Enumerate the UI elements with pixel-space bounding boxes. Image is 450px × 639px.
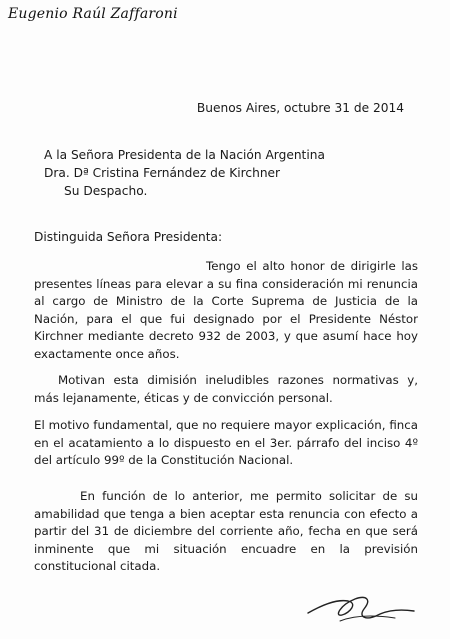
recipient-line-1: A la Señora Presidenta de la Nación Argentina [44, 148, 325, 162]
handwritten-signature [300, 585, 420, 630]
paragraph-fundamental-motive: El motivo fundamental, que no requiere mayor explicación, finca en el acatamiento a lo dispuesto en el 3er. párrafo del inciso 4º del artículo 99º de la Constitución Nacional. [34, 418, 418, 467]
salutation: Distinguida Señora Presidenta: [34, 230, 223, 244]
letter-date: Buenos Aires, octubre 31 de 2014 [196, 101, 404, 115]
paragraph-reasons: Motivan esta dimisión ineludibles razones normativas y, más lejanamente, éticas y de convicción personal. [34, 373, 418, 405]
recipient-line-2: Dra. Dª Cristina Fernández de Kirchner [44, 166, 281, 180]
paragraph-resignation: Tengo el alto honor de dirigirle las presentes líneas para elevar a su fina consideración mi renuncia al cargo de Ministro de la Corte Suprema de Justicia de la Nación, para el que fui designado por el Presidente Néstor Kirchner mediante decreto 932 de 2003, y que asumí hace hoy exactamente once años. [34, 259, 418, 361]
paragraph-request: En función de lo anterior, me permito solicitar de su amabilidad que tenga a bien aceptar esta renuncia con efecto a partir del 31 de diciembre del corriente año, fecha en que será inminente que mi situación encuadre en la previsión constitucional citada. [34, 489, 418, 573]
letterhead-name: Eugenio Raúl Zaffaroni [8, 6, 178, 22]
recipient-line-3: Su Despacho. [64, 184, 148, 198]
